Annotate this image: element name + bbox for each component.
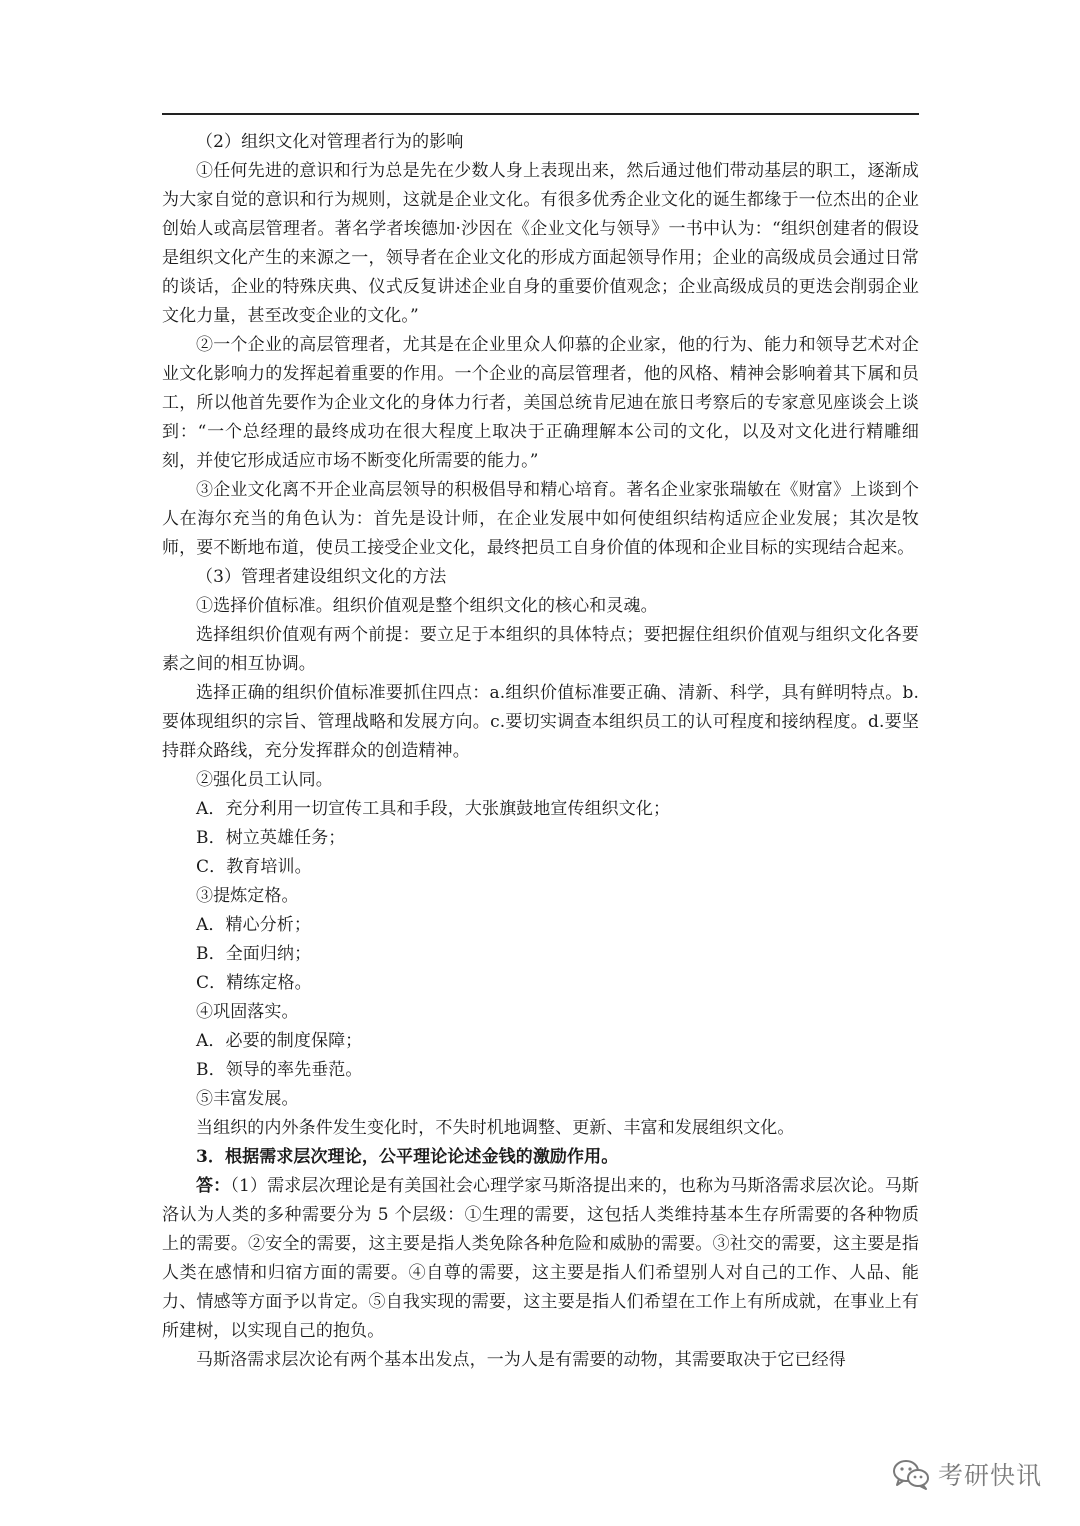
body-paragraph: ①选择价值标准。组织价值观是整个组织文化的核心和灵魂。 (196, 596, 658, 616)
list-item: B．树立英雄任务； (196, 828, 346, 848)
body-paragraph: ①任何先进的意识和行为总是先在少数人身上表现出来，然后通过他们带动基层的职工，逐渐成为大家自觉的意识和行为规则，这就是企业文化。有很多优秀企业文化的诞生都缘于一位杰出的企业创始人或高层管理者。著名学者埃德加·沙因在《企业文化与领导》一书中认为：“组织创建者的假设是组织文化产生的来源之一，领导者在企业文化的形成方面起领导作用；企业的高级成员会通过日常的谈话，企业的特殊庆典、仪式反复讲述企业自身的重要价值观念；企业高级成员的更迭会削弱企业文化力量，甚至改变企业的文化。” (162, 161, 919, 326)
answer-label: 答： (196, 1176, 231, 1196)
answer-paragraph (162, 1172, 919, 1346)
list-heading: ④巩固落实。 (196, 1002, 299, 1022)
section-heading: （2）组织文化对管理者行为的影响 (196, 132, 464, 152)
list-heading: ②强化员工认同。 (196, 770, 333, 790)
body-paragraph: 选择正确的组织价值标准要抓住四点：a.组织价值标准要正确、清新、科学，具有鲜明特点。b.要体现组织的宗旨、管理战略和发展方向。c.要切实调查本组织员工的认可程度和接纳程度。d.要坚持群众路线，充分发挥群众的创造精神。 (162, 683, 919, 761)
answer-text: （1）需求层次理论是有美国社会心理学家马斯洛提出来的，也称为马斯洛需求层次论。马斯洛认为人类的多种需要分为 5 个层级：①生理的需要，这包括人类维持基本生存所需要的各种物质上的需要。②安全的需要，这主要是指人类免除各种危险和威胁的需要。③社交的需要，这主要是指人类在感情和归宿方面的需要。④自尊的需要，这主要是指人们希望别人对自己的工作、人品、能力、情感等方面予以肯定。⑤自我实现的需要，这主要是指人们希望在工作上有所成就，在事业上有所建树，以实现自己的抱负。 (162, 1176, 920, 1341)
watermark (892, 1456, 1042, 1492)
section-heading: （3）管理者建设组织文化的方法 (196, 567, 447, 587)
list-item: B．领导的率先垂范。 (196, 1060, 363, 1080)
watermark-text: 考研快讯 (937, 1461, 1042, 1490)
body-paragraph: ②一个企业的高层管理者，尤其是在企业里众人仰慕的企业家，他的行为、能力和领导艺术对企业文化影响力的发挥起着重要的作用。一个企业的高层管理者，他的风格、精神会影响着其下属和员工，所以他首先要作为企业文化的身体力行者，美国总统肯尼迪在旅日考察后的专家意见座谈会上谈到：“一个总经理的最终成功在很大程度上取决于正确理解本公司的文化，以及对文化进行精雕细刻，并使它形成适应市场不断变化所需要的能力。” (162, 335, 919, 471)
body-paragraph: ③企业文化离不开企业高层领导的积极倡导和精心培育。著名企业家张瑞敏在《财富》上谈到个人在海尔充当的角色认为：首先是设计师，在企业发展中如何使组织结构适应企业发展；其次是牧师，要不断地布道，使员工接受企业文化，最终把员工自身价值的体现和企业目标的实现结合起来。 (162, 480, 919, 558)
body-paragraph: 当组织的内外条件发生变化时，不失时机地调整、更新、丰富和发展组织文化。 (196, 1118, 795, 1138)
list-item: A．精心分析； (196, 915, 311, 935)
list-item: A．必要的制度保障； (196, 1031, 363, 1051)
wechat-icon (892, 1458, 930, 1490)
header-rule (162, 113, 919, 115)
list-heading: ⑤丰富发展。 (196, 1089, 299, 1109)
body-paragraph: 马斯洛需求层次论有两个基本出发点，一为人是有需要的动物，其需要取决于它已经得 (196, 1350, 846, 1370)
question-heading: 3．根据需求层次理论，公平理论论述金钱的激励作用。 (196, 1147, 619, 1167)
document-body (162, 128, 919, 1375)
body-paragraph: 选择组织价值观有两个前提：要立足于本组织的具体特点；要把握住组织价值观与组织文化各要素之间的相互协调。 (162, 625, 919, 674)
list-item: A．充分利用一切宣传工具和手段，大张旗鼓地宣传组织文化； (196, 799, 671, 819)
list-item: C．精练定格。 (196, 973, 312, 993)
list-item: C．教育培训。 (196, 857, 312, 877)
list-item: B．全面归纳； (196, 944, 312, 964)
list-heading: ③提炼定格。 (196, 886, 299, 906)
